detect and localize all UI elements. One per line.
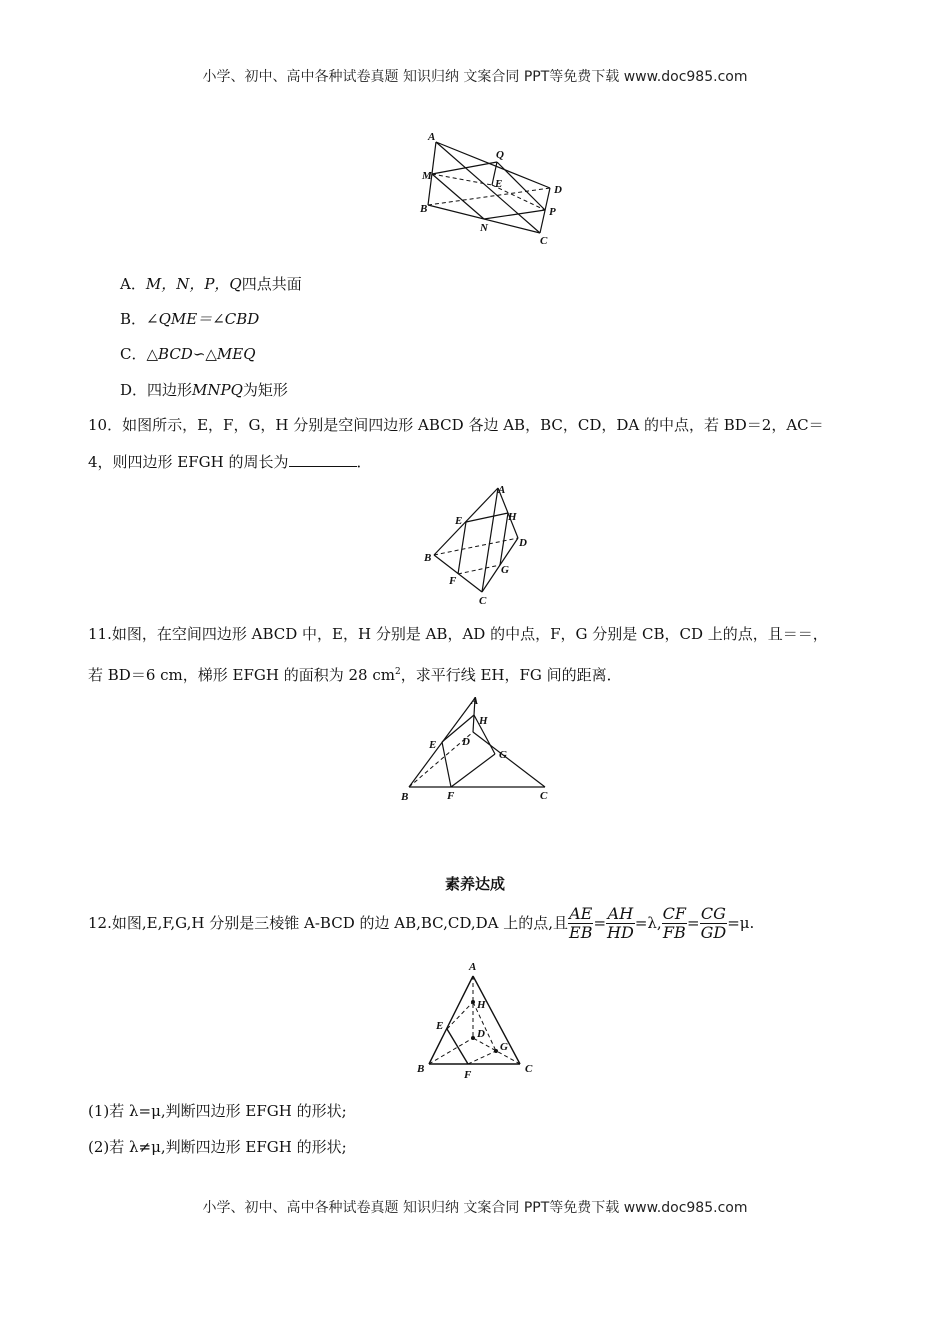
figure-2-tetrahedron: [420, 480, 532, 608]
fraction-cf-fb: $\frac{CF}{FB}$: [662, 903, 687, 942]
label-D: D: [519, 537, 527, 549]
edge-FG: [468, 1051, 496, 1064]
label-C: C: [525, 1063, 533, 1075]
section-title: 素养达成: [444, 875, 505, 893]
question-11-line2: 若 BD＝6 cm，梯形 EFGH 的面积为 28 $cm^2$，求平行线 EH，FG 间的距离．: [88, 666, 622, 684]
label-E: E: [436, 1020, 444, 1032]
option-d: D．四边形MNPQ为矩形: [120, 381, 288, 399]
label-H: H: [477, 999, 486, 1011]
edge-ME: [432, 174, 492, 185]
label-G: G: [500, 1041, 508, 1053]
label-B: B: [417, 1063, 425, 1075]
label-D: D: [554, 184, 562, 196]
figure-4-pyramid: [410, 958, 540, 1080]
label-F: F: [449, 575, 457, 587]
label-A: A: [428, 131, 436, 143]
label-C: C: [540, 790, 548, 802]
option-b: B．∠QME＝∠CBD: [120, 310, 260, 328]
fraction-ae-eb: $\frac{AE}{EB}$: [569, 903, 593, 942]
question-10-line1: 10．如图所示，E，F，G，H 分别是空间四边形 ABCD 各边 AB，BC，CD，DA 的中点，若 BD＝2，AC＝: [88, 416, 824, 434]
label-B: B: [401, 791, 409, 803]
edge-QP: [497, 162, 545, 210]
question-10-line2: 4，则四边形 EFGH 的周长为 ．: [88, 453, 372, 471]
label-E: E: [429, 739, 437, 751]
question-11-line1: 11.如图，在空间四边形 ABCD 中，E，H 分别是 AB，AD 的中点，F，G 分别是 CB，CD 上的点，且＝＝，: [88, 625, 828, 643]
fraction-cg-gd: $\frac{CG}{GD}$: [700, 903, 727, 942]
fraction-ah-hd: $\frac{AH}{HD}$: [607, 903, 634, 942]
label-B: B: [420, 203, 428, 215]
label-G: G: [501, 564, 509, 576]
label-A: A: [469, 961, 477, 973]
page-header: 小学、初中、高中各种试卷真题 知识归纳 文案合同 PPT等免费下载 www.doc985.com: [202, 69, 748, 85]
label-C: C: [479, 595, 487, 607]
option-c: C．△BCD∽△MEQ: [120, 345, 256, 363]
label-D: D: [477, 1028, 485, 1040]
label-F: F: [447, 790, 455, 802]
question-12-part-1: (1)若 λ=μ,判断四边形 EFGH 的形状;: [88, 1102, 347, 1120]
figure-1-prism: [410, 130, 570, 248]
label-B: B: [424, 552, 432, 564]
edge-HG: [500, 513, 508, 565]
edge-AC: [436, 142, 540, 233]
label-Q: Q: [496, 149, 504, 161]
label-E: E: [495, 178, 503, 190]
edge-FG: [451, 754, 495, 787]
figure-3-tetrahedron: [395, 690, 560, 805]
label-D: D: [462, 736, 470, 748]
label-P: P: [549, 206, 556, 218]
label-A: A: [471, 695, 479, 707]
edge-BD: [434, 538, 518, 555]
question-12-part-2: (2)若 λ≠μ,判断四边形 EFGH 的形状;: [88, 1138, 347, 1156]
edge-FG: [458, 565, 500, 574]
answer-blank[interactable]: [289, 452, 357, 467]
label-G: G: [499, 749, 507, 761]
page-footer: 小学、初中、高中各种试卷真题 知识归纳 文案合同 PPT等免费下载 www.doc985.com: [202, 1200, 748, 1216]
label-E: E: [455, 515, 463, 527]
label-F: F: [464, 1069, 472, 1080]
label-H: H: [508, 511, 517, 523]
label-H: H: [479, 715, 488, 727]
option-a: A．M，N，P，Q四点共面: [120, 275, 302, 293]
edge-EH: [447, 1002, 473, 1029]
question-12: 12.如图,E,F,G,H 分别是三棱锥 A-BCD 的边 AB,BC,CD,DA 上的点,且 $\frac{AE}{EB}$ = $\frac{AH}{HD}$ =λ, $\frac{CF}{FB}$ = $\frac{CG}{GD}$ =μ.: [88, 903, 755, 942]
edge-EF: [442, 742, 451, 787]
label-C: C: [540, 235, 548, 247]
edge-EF: [447, 1029, 468, 1064]
label-M: M: [422, 170, 432, 182]
edge-MQ: [432, 162, 497, 174]
edge-EF: [458, 522, 466, 574]
label-N: N: [480, 222, 488, 234]
label-A: A: [498, 484, 506, 496]
